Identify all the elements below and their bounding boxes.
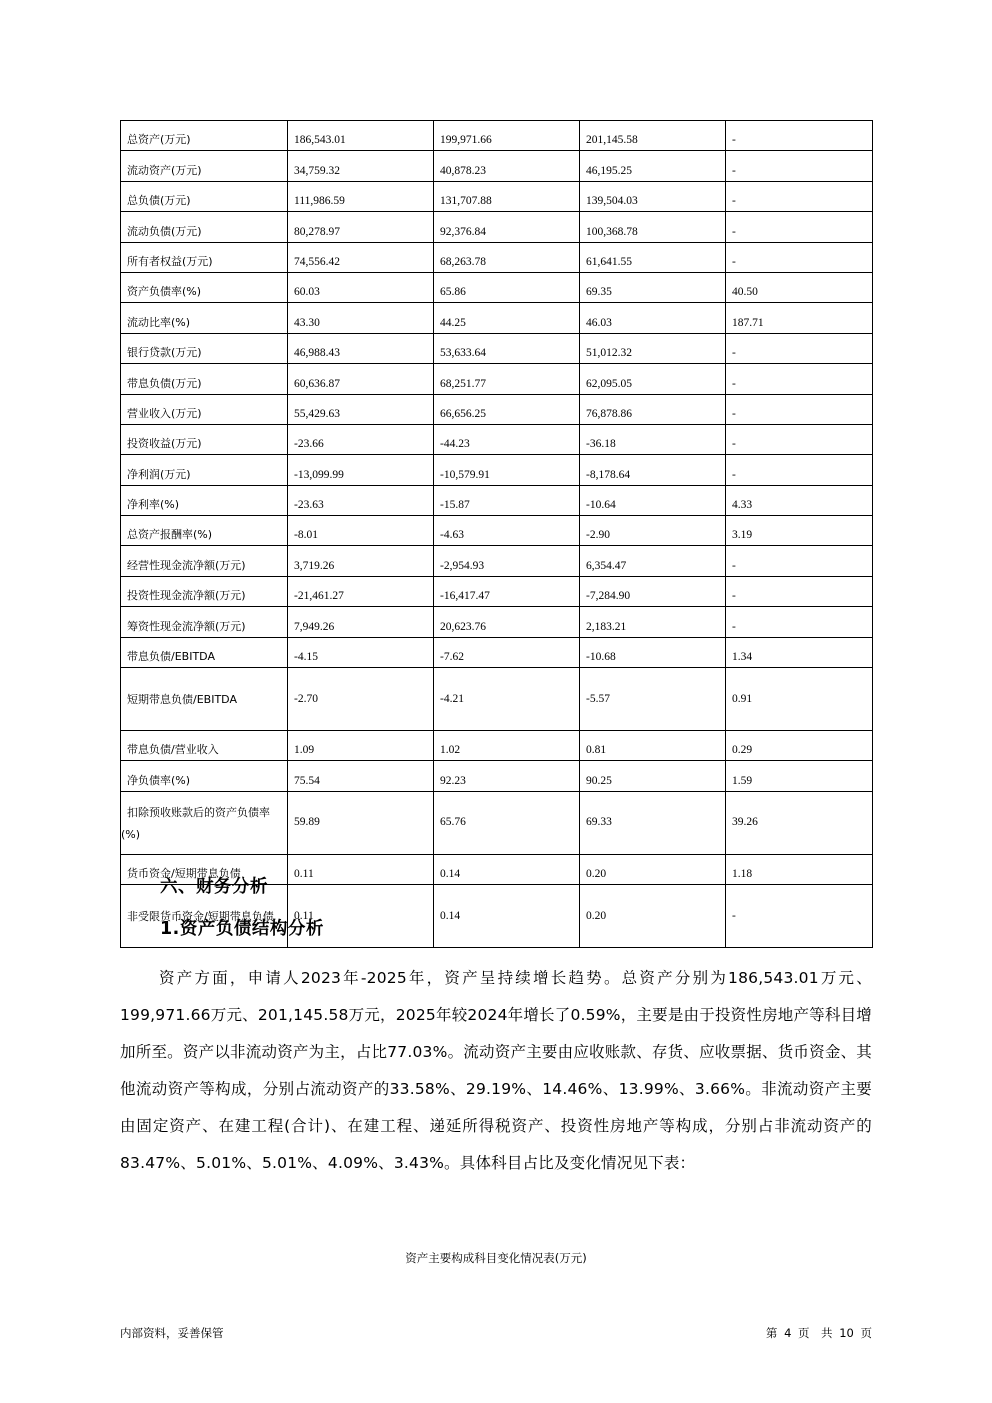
table-cell: -36.18: [580, 424, 726, 454]
subsection-heading: 1.资产负债结构分析: [160, 919, 324, 939]
table-cell: 1.18: [726, 854, 873, 884]
table-row: [121, 303, 873, 333]
table-row: [121, 607, 873, 637]
table-cell: 0.11: [288, 854, 434, 884]
table-cell: 1.34: [726, 637, 873, 667]
table-cell: 6,354.47: [580, 546, 726, 576]
table-row: [121, 637, 873, 667]
table-cell: -: [726, 151, 873, 181]
row-label: 投资性现金流净额(万元): [121, 576, 288, 606]
table-row: [121, 272, 873, 302]
table-cell: -2,954.93: [434, 546, 580, 576]
row-label: 投资收益(万元): [121, 424, 288, 454]
table-cell: 46,988.43: [288, 333, 434, 363]
table-cell: 59.89: [288, 791, 434, 854]
table-cell: 34,759.32: [288, 151, 434, 181]
table-cell: -: [726, 546, 873, 576]
row-label: 短期带息负债/EBITDA: [121, 668, 288, 731]
table-cell: 69.33: [580, 791, 726, 854]
table-cell: -15.87: [434, 485, 580, 515]
table-cell: -: [726, 607, 873, 637]
table-cell: -5.57: [580, 668, 726, 731]
table-row: [121, 668, 873, 731]
table-cell: -4.63: [434, 516, 580, 546]
table-cell: -10,579.91: [434, 455, 580, 485]
row-label: 总资产(万元): [121, 121, 288, 151]
table-cell: -: [726, 394, 873, 424]
row-label: 资产负债率(%): [121, 272, 288, 302]
table-row: [121, 485, 873, 515]
table-cell: -: [726, 364, 873, 394]
row-label: 流动资产(万元): [121, 151, 288, 181]
table-row: [121, 333, 873, 363]
table-row: [121, 151, 873, 181]
table-row: [121, 121, 873, 151]
table-row: [121, 731, 873, 761]
table-cell: 0.14: [434, 885, 580, 948]
row-label: 营业收入(万元): [121, 394, 288, 424]
table-cell: 75.54: [288, 761, 434, 791]
table-cell: 0.29: [726, 731, 873, 761]
table-cell: -: [726, 576, 873, 606]
table-cell: 53,633.64: [434, 333, 580, 363]
table-cell: 62,095.05: [580, 364, 726, 394]
table-cell: 4.33: [726, 485, 873, 515]
table-cell: 0.81: [580, 731, 726, 761]
table-cell: -4.21: [434, 668, 580, 731]
table-cell: 2,183.21: [580, 607, 726, 637]
table-row: [121, 424, 873, 454]
table-row: [121, 212, 873, 242]
table-cell: 66,656.25: [434, 394, 580, 424]
table-cell: -44.23: [434, 424, 580, 454]
table-cell: 1.09: [288, 731, 434, 761]
table-cell: -10.68: [580, 637, 726, 667]
table-cell: 55,429.63: [288, 394, 434, 424]
table-row: [121, 576, 873, 606]
row-label: 净利率(%): [121, 485, 288, 515]
table-cell: 0.20: [580, 885, 726, 948]
footer-confidential-note: 内部资料，妥善保管: [120, 1326, 224, 1340]
table-cell: 92.23: [434, 761, 580, 791]
table-cell: 46.03: [580, 303, 726, 333]
analysis-paragraph: 资产方面，申请人2023年-2025年，资产呈持续增长趋势。总资产分别为186,543.01万元、199,971.66万元、201,145.58万元，2025年较2024年增长了0.59%，主要是由于投资性房地产等科目增加所至。资产以非流动资产为主，占比77.03%。流动资产主要由应收账款、存货、应收票据、货币资金、其他流动资产等构成，分别占流动资产的33.58%、29.19%、14.46%、13.99%、3.66%。非流动资产主要由固定资产、在建工程(合计)、在建工程、递延所得税资产、投资性房地产等构成，分别占非流动资产的83.47%、5.01%、5.01%、4.09%、3.43%。具体科目占比及变化情况见下表：: [120, 969, 872, 1172]
table-cell: 39.26: [726, 791, 873, 854]
table-row: [121, 181, 873, 211]
table-cell: 201,145.58: [580, 121, 726, 151]
row-label: 扣除预收账款后的资产负债率(%): [121, 791, 288, 854]
table-cell: 0.11: [288, 885, 434, 948]
table-cell: 61,641.55: [580, 242, 726, 272]
table-cell: -: [726, 424, 873, 454]
row-label: 非受限货币资金/短期带息负债: [121, 885, 288, 948]
table-cell: -: [726, 242, 873, 272]
table-cell: 68,263.78: [434, 242, 580, 272]
row-label: 货币资金/短期带息负债: [121, 854, 288, 884]
table-cell: -2.70: [288, 668, 434, 731]
table-cell: -: [726, 212, 873, 242]
row-label: 筹资性现金流净额(万元): [121, 607, 288, 637]
table-cell: -10.64: [580, 485, 726, 515]
table-cell: -2.90: [580, 516, 726, 546]
table-cell: 43.30: [288, 303, 434, 333]
table-cell: 3,719.26: [288, 546, 434, 576]
table-cell: -: [726, 121, 873, 151]
table-row: [121, 242, 873, 272]
table-cell: 1.02: [434, 731, 580, 761]
table-cell: 40.50: [726, 272, 873, 302]
table-cell: -: [726, 333, 873, 363]
table-cell: -7.62: [434, 637, 580, 667]
table-cell: 92,376.84: [434, 212, 580, 242]
table-cell: 46,195.25: [580, 151, 726, 181]
table-cell: 111,986.59: [288, 181, 434, 211]
row-label: 净利润(万元): [121, 455, 288, 485]
table-cell: 186,543.01: [288, 121, 434, 151]
table-cell: 76,878.86: [580, 394, 726, 424]
row-label: 净负债率(%): [121, 761, 288, 791]
table-cell: 90.25: [580, 761, 726, 791]
section-heading: 六、财务分析: [160, 877, 268, 897]
row-label: 所有者权益(万元): [121, 242, 288, 272]
row-label: 带息负债/EBITDA: [121, 637, 288, 667]
table-cell: 199,971.66: [434, 121, 580, 151]
financial-indicators-table: [120, 120, 873, 948]
table-cell: 139,504.03: [580, 181, 726, 211]
table-row: [121, 761, 873, 791]
row-label: 带息负债/营业收入: [121, 731, 288, 761]
table-caption: 资产主要构成科目变化情况表(万元): [405, 1251, 587, 1265]
table-cell: -16,417.47: [434, 576, 580, 606]
table-row: [121, 364, 873, 394]
table-cell: -13,099.99: [288, 455, 434, 485]
table-cell: 1.59: [726, 761, 873, 791]
table-cell: 40,878.23: [434, 151, 580, 181]
table-cell: 187.71: [726, 303, 873, 333]
row-label: 流动负债(万元): [121, 212, 288, 242]
table-cell: -: [726, 885, 873, 948]
table-cell: 0.14: [434, 854, 580, 884]
table-cell: -: [726, 455, 873, 485]
table-cell: 60.03: [288, 272, 434, 302]
table-row: [121, 394, 873, 424]
table-cell: 74,556.42: [288, 242, 434, 272]
row-label: 带息负债(万元): [121, 364, 288, 394]
table-cell: -23.63: [288, 485, 434, 515]
table-cell: -23.66: [288, 424, 434, 454]
table-cell: -7,284.90: [580, 576, 726, 606]
table-cell: -8,178.64: [580, 455, 726, 485]
table-row: [121, 516, 873, 546]
table-cell: 65.86: [434, 272, 580, 302]
table-cell: 68,251.77: [434, 364, 580, 394]
table-cell: -4.15: [288, 637, 434, 667]
table-cell: 7,949.26: [288, 607, 434, 637]
footer-page-number: 第 4 页 共 10 页: [765, 1326, 872, 1340]
row-label: 经营性现金流净额(万元): [121, 546, 288, 576]
row-label: 银行贷款(万元): [121, 333, 288, 363]
table-cell: -8.01: [288, 516, 434, 546]
row-label: 流动比率(%): [121, 303, 288, 333]
table-cell: 100,368.78: [580, 212, 726, 242]
table-cell: 80,278.97: [288, 212, 434, 242]
table-cell: 131,707.88: [434, 181, 580, 211]
table-cell: 20,623.76: [434, 607, 580, 637]
table-cell: 51,012.32: [580, 333, 726, 363]
table-row: [121, 546, 873, 576]
row-label: 总负债(万元): [121, 181, 288, 211]
table-cell: 3.19: [726, 516, 873, 546]
table-cell: 65.76: [434, 791, 580, 854]
table-cell: 0.20: [580, 854, 726, 884]
table-cell: 60,636.87: [288, 364, 434, 394]
table-row: [121, 791, 873, 854]
table-row: [121, 455, 873, 485]
table-cell: 0.91: [726, 668, 873, 731]
table-cell: 44.25: [434, 303, 580, 333]
table-cell: -21,461.27: [288, 576, 434, 606]
row-label: 总资产报酬率(%): [121, 516, 288, 546]
table-cell: 69.35: [580, 272, 726, 302]
table-cell: -: [726, 181, 873, 211]
